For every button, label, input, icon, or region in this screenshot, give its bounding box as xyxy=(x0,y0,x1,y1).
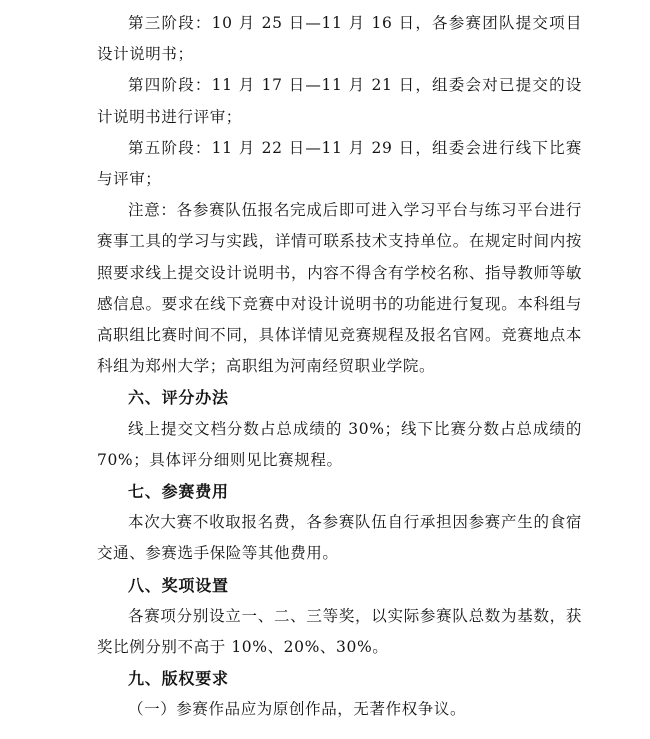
copyright-paragraph: （一）参赛作品应为原创作品，无著作权争议。 xyxy=(128,700,467,719)
section-heading-fees: 七、参赛费用 xyxy=(128,482,229,502)
fees-paragraph: 本次大赛不收取报名费，各参赛队伍自行承担因参赛产生的食宿交通、参赛选手保险等其他费用。 xyxy=(97,513,582,563)
section-heading-scoring: 六、评分办法 xyxy=(128,388,229,408)
section-heading-awards: 八、奖项设置 xyxy=(128,575,229,595)
stage-three-paragraph: 第三阶段：10 月 25 日—11 月 16 日，各参赛团队提交项目设计说明书； xyxy=(97,14,582,64)
stage-four-paragraph: 第四阶段：11 月 17 日—11 月 21 日，组委会对已提交的设计说明书进行评审； xyxy=(97,76,582,126)
scoring-paragraph: 线上提交文档分数占总成绩的 30%；线下比赛分数占总成绩的 70%；具体评分细则见比赛规程。 xyxy=(97,419,582,469)
notice-paragraph: 注意：各参赛队伍报名完成后即可进入学习平台与练习平台进行赛事工具的学习与实践，详情可联系技术支持单位。在规定时间内按照要求线上提交设计说明书，内容不得含有学校名称、指导教师等敏感信息。要求在线下竞赛中对设计说明书的功能进行复现。本科组与高职组比赛时间不同，具体详情见竞赛规程及报名官网。竞赛地点本科组为郑州大学；高职组为河南经贸职业学院。 xyxy=(97,201,582,376)
section-heading-copyright: 九、版权要求 xyxy=(128,669,229,689)
document-page xyxy=(97,8,582,726)
awards-paragraph: 各赛项分别设立一、二、三等奖，以实际参赛队总数为基数，获奖比例分别不高于 10%、20%、30%。 xyxy=(97,606,582,657)
stage-five-paragraph: 第五阶段：11 月 22 日—11 月 29 日，组委会进行线下比赛与评审； xyxy=(97,138,582,189)
